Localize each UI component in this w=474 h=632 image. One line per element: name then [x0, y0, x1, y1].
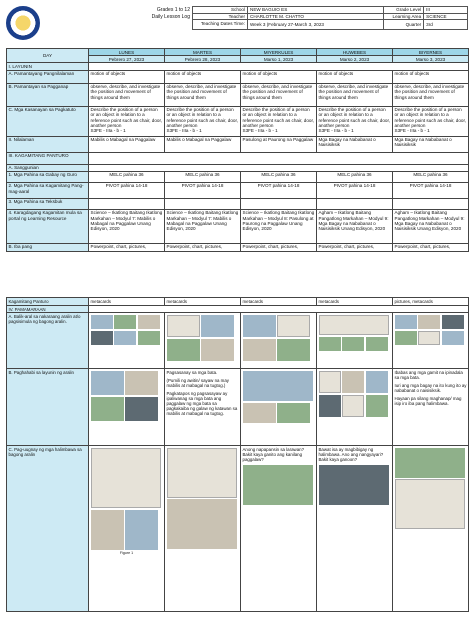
row-cell: metacards	[241, 298, 317, 306]
row-cell: observe, describe, and investigate the position and movement of things around them	[241, 83, 317, 106]
row-label: 2. Mga Pahina sa Kagamitang Pang-mag-aaral	[7, 182, 89, 198]
row-cell: Mga Bagay na Nababanat o Naisisiksik	[317, 136, 393, 152]
teacher-label: Teacher	[193, 13, 248, 20]
section-title: IV. PAMAMARAAN	[7, 306, 89, 313]
picture-icon	[442, 315, 464, 329]
picture-icon	[342, 371, 364, 393]
teacher-value: CHARLOTTE M. CHATTO	[248, 13, 384, 20]
row-balik-aral	[7, 313, 469, 369]
picture-cell	[393, 313, 469, 369]
row-cell: Powerpoint, chart, pictures,	[317, 243, 393, 251]
row-cell: Powerpoint, chart, pictures,	[165, 243, 241, 251]
day-row	[7, 49, 469, 56]
row-sanggunian	[7, 164, 469, 171]
picture-cell	[241, 369, 317, 446]
row-cell: metacards	[165, 298, 241, 306]
picture-icon	[366, 337, 388, 351]
row-cell: observe, describe, and investigate the position and movement of things around them	[317, 83, 393, 106]
row-cell: observe, describe, and investigate the position and movement of things around them	[165, 83, 241, 106]
section-title: I. LAYUNIN	[7, 63, 89, 70]
picture-icon	[201, 315, 234, 337]
deped-seal-logo-icon	[6, 6, 40, 40]
picture-icon	[91, 397, 124, 421]
picture-cell	[317, 313, 393, 369]
row-paghahabi	[7, 369, 469, 446]
row-cell: Powerpoint, chart, pictures,	[89, 243, 165, 251]
section-kagamitang-panturo	[7, 152, 469, 164]
question-text: Anong napapansin sa larawan? Bakit kaya ganito ang kanilang paggalaw?	[242, 446, 305, 462]
picture-icon	[319, 465, 389, 505]
lesson-grid	[6, 48, 469, 252]
picture-icon	[125, 397, 158, 421]
row-cell: Mga Bagay na Nababanat o Naisisiksik	[393, 136, 469, 152]
picture-icon	[243, 403, 276, 423]
picture-icon	[342, 395, 364, 417]
school-value: NEW BAGUIO ES	[248, 7, 384, 14]
picture-cell	[89, 446, 165, 612]
section-pamamaraan	[7, 306, 469, 313]
row-cell: Pasulong at Paurong na Paggalaw	[241, 136, 317, 152]
row-label: 1. Mga Pahina sa Gabay ng Guro	[7, 171, 89, 182]
picture-icon	[277, 403, 310, 423]
picture-icon	[395, 479, 465, 529]
picture-icon	[319, 315, 389, 335]
row-cell: Describe the position of a person or an object in relation to a reference point such as chair, door, another person	[318, 107, 391, 128]
row-cell: observe, describe, and investigate the position and movement of things around them	[89, 83, 165, 106]
grade-label: Grade Level	[384, 7, 424, 14]
row-cell: MELC pahina 36	[89, 171, 165, 182]
picture-cell	[165, 313, 241, 369]
row-kagamitang-pang-mag-aaral	[7, 182, 469, 198]
row-cell: Describe the position of a person or an object in relation to a reference point such as chair, door, another person	[394, 107, 467, 128]
row-cell: pictures, metacards	[393, 298, 469, 306]
competency-code: S3FE - IIIa - b - 1	[318, 127, 354, 133]
competency-code: S3FE - IIIa - b - 1	[242, 127, 278, 133]
row-cell: Describe the position of a person or an object in relation to a reference point such as chair, door, another person	[90, 107, 163, 128]
grade-value: III	[424, 7, 468, 14]
row-label: A. Sanggunian	[7, 164, 89, 171]
row-cell: Describe the position of a person or an object in relation to a reference point such as chair, door, another person	[242, 107, 315, 128]
day-cell: MARTES	[165, 49, 241, 56]
row-pamantayan-sa-pagganap	[7, 83, 469, 106]
row-cell: PIVOT pahina 14-18	[241, 182, 317, 198]
picture-icon	[125, 510, 158, 550]
picture-cell	[241, 313, 317, 369]
picture-icon	[418, 331, 440, 345]
row-cell: motion of objects	[393, 70, 469, 83]
picture-icon	[91, 315, 113, 329]
procedure-grid	[6, 297, 469, 612]
picture-icon	[277, 315, 310, 337]
picture-icon	[319, 371, 341, 393]
picture-icon	[138, 315, 160, 329]
row-cell: motion of objects	[89, 70, 165, 83]
row-label: 3. Mga Pahina sa Teksbuk	[7, 198, 89, 209]
competency-code: S3FE - IIIa - b - 1	[166, 127, 202, 133]
picture-icon	[395, 315, 417, 329]
picture-icon	[277, 339, 310, 361]
picture-icon	[442, 331, 464, 345]
row-cell: Powerpoint, chart, pictures,	[241, 243, 317, 251]
dates-label: Teaching Dates Time:	[193, 20, 248, 30]
row-cell: motion of objects	[165, 70, 241, 83]
school-label: School	[193, 7, 248, 14]
picture-icon	[91, 331, 113, 345]
picture-icon	[114, 315, 136, 329]
picture-icon	[243, 371, 313, 401]
row-label: A. Balik-aral sa nakaraang aralin at/o pagsisimula ng bagong aralin.	[7, 313, 89, 369]
row-cell: PIVOT pahina 14-18	[89, 182, 165, 198]
picture-icon	[91, 510, 124, 550]
picture-icon	[319, 395, 341, 417]
row-cell: Powerpoint, chart, pictures,	[393, 243, 469, 251]
picture-cell	[393, 446, 469, 612]
row-kasanayan	[7, 106, 469, 136]
row-cell: metacards	[89, 298, 165, 306]
row-label: C. Pag-uugnay ng mga halimbawa sa bagong aralin	[7, 446, 89, 612]
row-cell: Mabilis o Mabagal na Paggalaw	[165, 136, 241, 152]
date-cell: Pebrero 28, 2023	[165, 56, 241, 63]
picture-icon	[366, 395, 388, 417]
row-pag-uugnay	[7, 446, 469, 612]
row-cell: Science – Ikatlong Baitang Ikatlong Markahan – Modyul 8: Pasulong at Paurong na Paggalaw Unang Edisyon, 2020	[241, 209, 317, 243]
picture-icon	[342, 337, 364, 351]
quarter-value: 3rd	[424, 20, 468, 30]
picture-icon	[243, 339, 276, 361]
row-teksbuk	[7, 198, 469, 209]
day-cell: MIYERKULES	[241, 49, 317, 56]
row-kagamitang-panturo	[7, 298, 469, 306]
row-cell: MELC pahina 36	[317, 171, 393, 182]
picture-icon	[366, 371, 388, 393]
picture-icon	[395, 448, 465, 478]
section-title: III. KAGAMITANG PANTURO	[7, 152, 89, 164]
row-cell: Science – Ikatlong Baitang Ikatlong Markahan – Modyul 7: Mabilis o Mabagal na Paggalaw Unang Edisyon, 2020	[165, 209, 241, 243]
section-layunin	[7, 63, 469, 70]
row-cell: Agham – Ikatlong Baitang Pangatlong Markahan – Modyul 9: Mga Bagay na Nababanat o Naisisiksik Unang Edisyon, 2020	[393, 209, 469, 243]
competency-code: S3FE - IIIa - b - 1	[394, 127, 430, 133]
day-label: DAY	[7, 49, 89, 63]
picture-icon	[319, 337, 341, 351]
figure-caption: Figure 1	[119, 550, 134, 555]
practice-explanation: Pagkatapos ng pagsasayaw ay ipaliwanag sa mga bata ang paggalaw ng mga bata sa pagkakaiba ng galaw ng katawan sa mabilis at mabagal na tugtog.	[166, 390, 238, 416]
row-learning-resource	[7, 209, 469, 243]
row-gabay-ng-guro	[7, 171, 469, 182]
picture-icon	[91, 371, 124, 395]
day-cell: BIYERNES	[393, 49, 469, 56]
header-meta-table	[192, 6, 468, 30]
example-instruction: Hayaan pa silang maghanap/ mag isip iro iba pang halimbawa.	[394, 395, 462, 406]
picture-icon	[201, 339, 234, 361]
row-iba-pang	[7, 243, 469, 251]
row-cell: MELC pahina 36	[393, 171, 469, 182]
picture-cell	[165, 446, 241, 612]
practice-title: Pagsasanay sa mga bata.	[166, 369, 218, 375]
competency-code: S3FE - IIIa - b - 1	[90, 127, 126, 133]
area-value: SCIENCE	[424, 13, 468, 20]
picture-cell	[89, 313, 165, 369]
picture-icon	[114, 331, 136, 345]
row-cell: observe, describe, and investigate the position and movement of things around them	[393, 83, 469, 106]
picture-icon	[167, 315, 200, 337]
row-label: II. Nilalaman	[7, 136, 89, 152]
row-cell: metacards	[317, 298, 393, 306]
row-label: C. Mga Kasanayan sa Pagkatuto	[7, 106, 89, 136]
row-label: Kagamitang Panturo	[7, 298, 89, 306]
picture-icon	[243, 315, 276, 337]
picture-icon	[167, 339, 200, 361]
row-label: B. Paghahabi sa layunin ng aralin	[7, 369, 89, 446]
question-text: Bawat isa ay magbibigay ng halimbawa. Ano ang nangyayari? Bakit kaya ganoon?	[318, 446, 384, 462]
row-label: B. Iba pang	[7, 243, 89, 251]
date-cell: Marso 3, 2023	[393, 56, 469, 63]
picture-icon	[125, 371, 158, 395]
picture-cell	[317, 369, 393, 446]
picture-icon	[418, 315, 440, 329]
row-cell: motion of objects	[241, 70, 317, 83]
date-cell: Marso 2, 2023	[317, 56, 393, 63]
row-label: B. Pamantayan sa Pagganap	[7, 83, 89, 106]
area-label: Learning Area	[384, 13, 424, 20]
sorting-instruction: Iuri ang mga bagay na ito kung ito ay nababanat o naisisiksik.	[394, 382, 467, 393]
picture-cell	[89, 369, 165, 446]
row-cell: PIVOT pahina 14-18	[165, 182, 241, 198]
practice-instruction: (Pumili ng awitin/ sayaw na may mabilis at mabagal na tugtog.)	[166, 377, 229, 388]
picture-icon	[243, 465, 313, 505]
row-cell: PIVOT pahina 14-18	[317, 182, 393, 198]
row-nilalaman	[7, 136, 469, 152]
dates-value: Week 3 (February 27-March 3, 2023	[248, 20, 384, 30]
day-cell: HUWEBES	[317, 49, 393, 56]
date-cell: Marso 1, 2023	[241, 56, 317, 63]
row-cell: motion of objects	[317, 70, 393, 83]
row-cell: MELC pahina 36	[165, 171, 241, 182]
picture-icon	[167, 448, 237, 498]
day-cell: LUNES	[89, 49, 165, 56]
row-cell: Mabilis o Mabagal na Paggalaw	[89, 136, 165, 152]
row-cell: Agham – Ikatlong Baitang Pangatlong Markahan – Modyul 9: Mga Bagay na Nababanat o Naisisiksik Unang Edisyon, 2020	[317, 209, 393, 243]
row-label: A. Pamantayang Pangnilalaman	[7, 70, 89, 83]
row-cell: PIVOT pahina 14-18	[393, 182, 469, 198]
picture-icon	[91, 448, 161, 508]
header-title	[118, 7, 190, 21]
row-cell: Describe the position of a person or an object in relation to a reference point such as chair, door, another person	[166, 107, 239, 128]
quarter-label: Quarter	[384, 20, 424, 30]
row-label: 4. Karagdagang Kagamitan mula sa portal ng Learning Resource	[7, 209, 89, 243]
row-cell: MELC pahina 36	[241, 171, 317, 182]
header-dll: Daily Lesson Log	[151, 14, 190, 20]
header-grades: Grades 1 to 12	[156, 7, 190, 13]
row-pamantayang-pangnilalaman	[7, 70, 469, 83]
date-cell: Pebrero 27, 2023	[89, 56, 165, 63]
materials-instruction: Ibabas ang mga gamit na ipinadala sa mga bata.	[394, 369, 463, 380]
picture-icon	[167, 499, 237, 549]
picture-icon	[395, 331, 417, 345]
picture-icon	[138, 331, 160, 345]
row-cell: Science – Ikatlong Baitang Ikatlong Markahan – Modyul 7: Mabilis o Mabagal na Paggalaw Unang Edisyon, 2020	[89, 209, 165, 243]
